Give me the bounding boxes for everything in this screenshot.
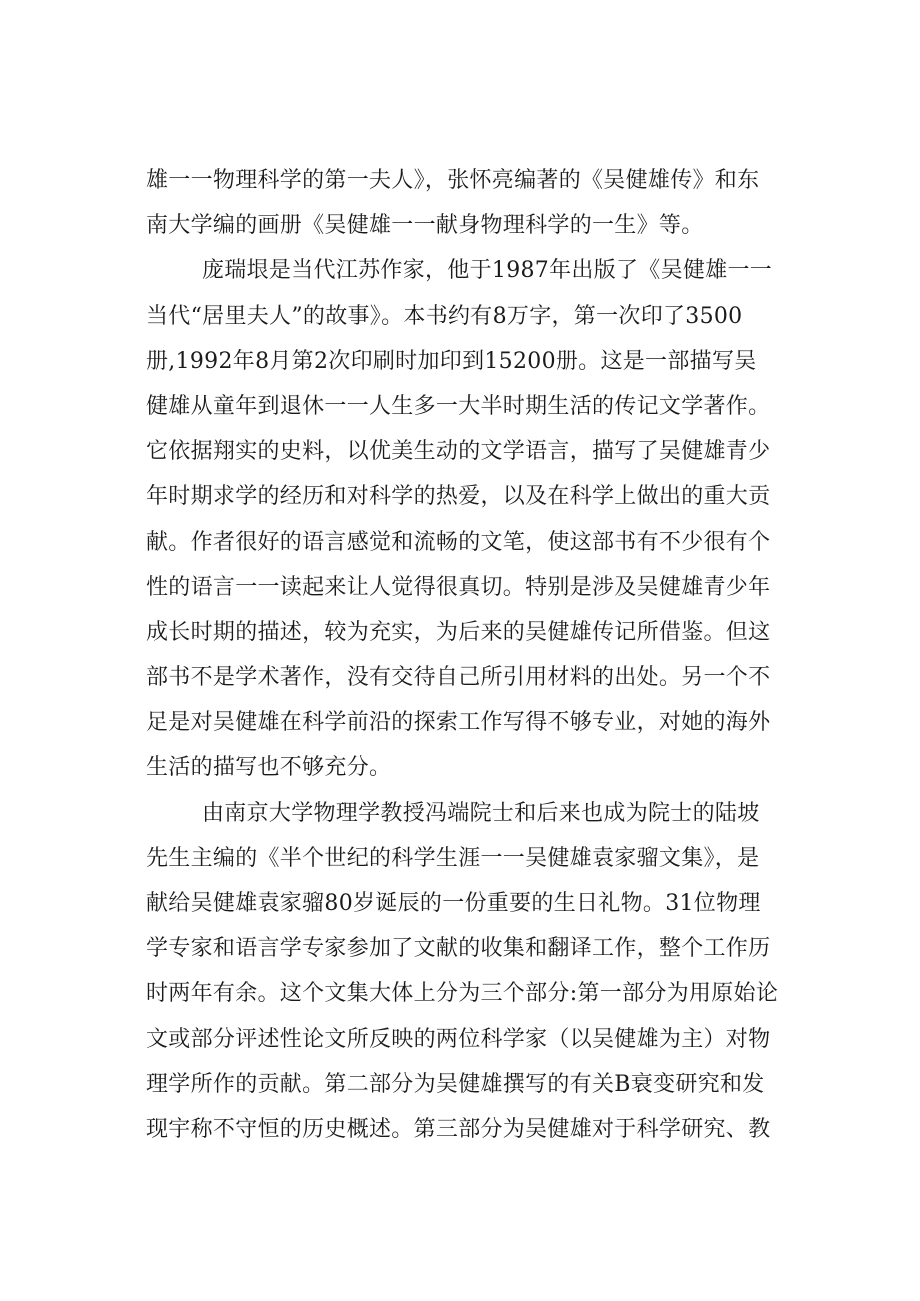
text-line: 生活的描写也不够充分。 [146,755,392,781]
text-line: 成长时期的描述，较为充实，为后来的吴健雄传记所借鉴。但这 [146,619,771,645]
paragraph-start-line: 庞瑞垠是当代江苏作家，他于1987年出版了《吴健雄一一 [202,258,773,284]
text-line: 时两年有余。这个文集大体上分为三个部分:第一部分为用原始论 [146,981,779,1007]
text-line: 献。作者很好的语言感觉和流畅的文笔，使这部书有不少很有个 [146,529,771,555]
text-line: 年时期求学的经历和对科学的热爱，以及在科学上做出的重大贡 [146,484,771,510]
text-line: 理学所作的贡献。第二部分为吴健雄撰写的有关B衰变研究和发 [146,1071,765,1097]
text-line: 献给吴健雄袁家骝80岁诞辰的一份重要的生日礼物。31位物理 [146,891,761,916]
text-line: 健雄从童年到退休一一人生多一大半时期生活的传记文学著作。 [146,393,771,419]
body-text [146,158,806,1152]
text-line: 它依据翔实的史料，以优美生动的文学语言，描写了吴健雄青少 [146,439,771,465]
text-line: 足是对吴健雄在科学前沿的探索工作写得不够专业，对她的海外 [146,710,771,736]
text-line: 学专家和语言学专家参加了文献的收集和翻译工作，整个工作历 [146,936,771,962]
paragraph-start-line: 由南京大学物理学教授冯端院士和后来也成为院士的陆坡 [202,800,760,826]
text-line: 当代“居里夫人”的故事》。本书约有8万字，第一次印了3500 [146,303,743,329]
text-line: 文或部分评述性论文所反映的两位科学家（以吴健雄为主）对物 [146,1026,771,1052]
text-line: 册,1992年8月第2次印刷时加印到15200册。这是一部描写吴 [146,348,757,374]
text-line: 部书不是学术著作，没有交待自己所引用材料的出处。另一个不 [146,665,771,691]
text-line: 南大学编的画册《吴健雄一一献身物理科学的一生》等。 [146,213,704,239]
text-line: 雄一一物理科学的第一夫人》，张怀亮编著的《吴健雄传》和东 [146,168,760,193]
text-line: 现宇称不守恒的历史概述。第三部分为吴健雄对于科学研究、教 [146,1116,771,1142]
text-line: 性的语言一一读起来让人觉得很真切。特别是涉及吴健雄青少年 [146,574,771,600]
text-line: 先生主编的《半个世纪的科学生涯一一吴健雄袁家骝文集》，是 [146,845,760,871]
